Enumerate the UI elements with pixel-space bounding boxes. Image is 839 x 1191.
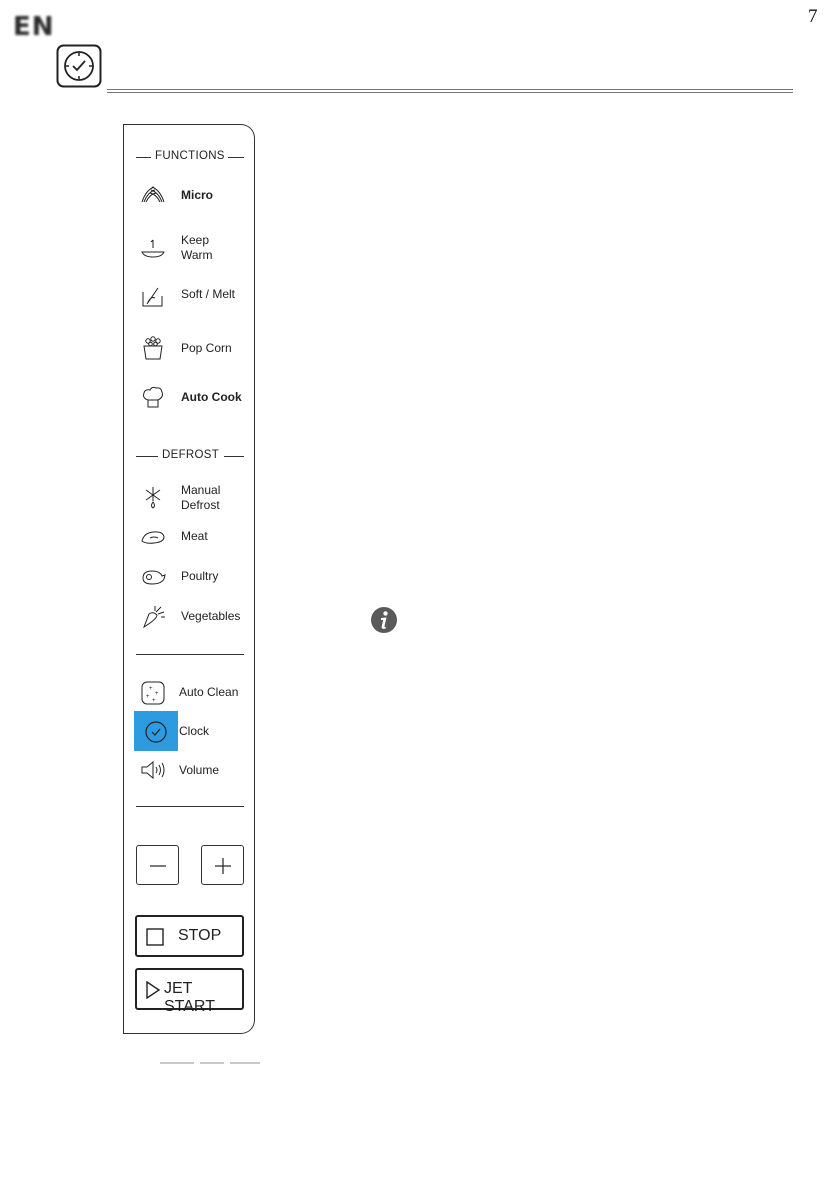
function-pop-corn-label: Pop Corn <box>181 341 232 355</box>
defrost-section-label: DEFROST <box>162 449 220 461</box>
function-soft-melt-button[interactable] <box>134 280 252 320</box>
section-divider <box>136 806 244 807</box>
info-icon <box>370 606 398 634</box>
language-code: EN <box>13 12 55 42</box>
defrost-vegetables-button[interactable] <box>134 601 252 641</box>
keep-warm-plate-icon <box>140 236 166 262</box>
clipped-caption <box>160 1054 262 1064</box>
chicken-icon <box>140 564 166 590</box>
function-keep-warm-button[interactable] <box>134 230 252 270</box>
defrost-meat-label: Meat <box>181 529 208 543</box>
function-keep-warm-label: Keep Warm <box>181 233 213 262</box>
svg-text:+: + <box>155 691 159 697</box>
stop-label: STOP <box>178 927 222 944</box>
microwave-waves-icon <box>140 182 166 208</box>
svg-text:+: + <box>146 694 150 700</box>
clock-button[interactable] <box>134 714 252 754</box>
chef-hat-icon <box>140 384 166 410</box>
functions-section-header <box>136 150 244 164</box>
stop-button[interactable] <box>135 915 244 957</box>
defrost-manual-button[interactable] <box>134 480 252 520</box>
header-rule <box>107 89 793 90</box>
defrost-section-header <box>136 449 244 463</box>
stop-square-icon <box>146 928 164 946</box>
page-number: 7 <box>808 6 818 27</box>
function-auto-cook-button[interactable] <box>134 382 252 422</box>
jet-start-button[interactable] <box>135 968 244 1015</box>
svg-text:+: + <box>152 698 156 704</box>
function-pop-corn-button[interactable] <box>134 333 252 373</box>
header-rule <box>107 92 793 93</box>
soft-melt-icon <box>140 284 166 310</box>
clock-label: Clock <box>179 724 210 738</box>
functions-section-label: FUNCTIONS <box>155 150 225 162</box>
carrot-icon <box>140 603 166 629</box>
defrost-manual-label: Manual Defrost <box>181 483 221 512</box>
popcorn-icon <box>140 335 166 361</box>
function-soft-melt-label: Soft / Melt <box>181 287 236 301</box>
play-icon <box>145 981 161 999</box>
clock-icon <box>56 44 102 88</box>
plus-icon <box>214 857 232 875</box>
jet-start-label: JET START <box>164 980 215 1015</box>
minus-icon <box>149 857 167 875</box>
function-micro-label: Micro <box>181 188 214 202</box>
steak-icon <box>140 524 166 550</box>
defrost-vegetables-label: Vegetables <box>181 609 241 623</box>
speaker-icon <box>140 757 166 783</box>
auto-clean-label: Auto Clean <box>179 685 239 699</box>
volume-label: Volume <box>179 763 220 777</box>
svg-text:+: + <box>149 686 153 692</box>
minus-button[interactable] <box>136 845 179 885</box>
function-auto-cook-label: Auto Cook <box>181 390 242 404</box>
section-divider <box>136 654 244 655</box>
auto-clean-button[interactable] <box>134 676 252 716</box>
defrost-poultry-button[interactable] <box>134 561 252 601</box>
control-panel-edge <box>123 124 124 1034</box>
snowflake-drop-icon <box>140 484 166 510</box>
defrost-meat-button[interactable] <box>134 521 252 561</box>
clock-icon <box>143 719 169 745</box>
defrost-poultry-label: Poultry <box>181 569 219 583</box>
plus-button[interactable] <box>201 845 244 885</box>
auto-clean-icon <box>140 680 166 706</box>
volume-button[interactable] <box>134 755 252 795</box>
function-micro-button[interactable] <box>134 180 252 220</box>
